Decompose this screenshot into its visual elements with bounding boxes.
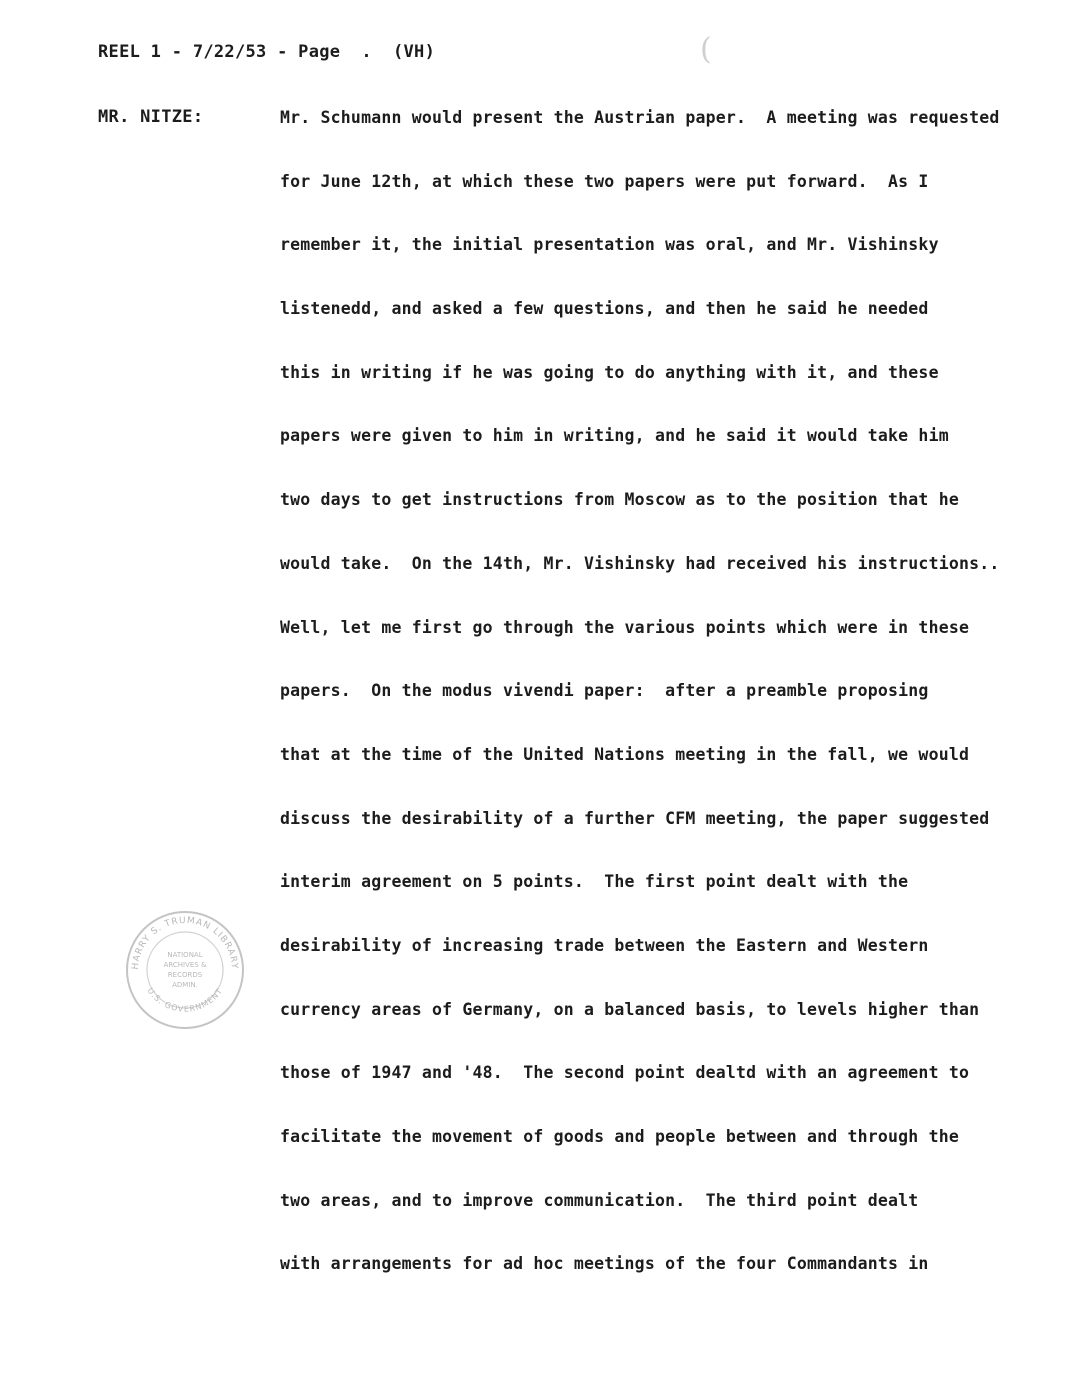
transcript-line: two areas, and to improve communication. The third point dealt [280,1190,919,1210]
transcript-line: discuss the desirability of a further CFM meeting, the paper suggested [280,808,990,828]
transcript-line: with arrangements for ad hoc meetings of the four Commandants in [280,1254,929,1274]
transcript-line: for June 12th, at which these two papers were put forward. As I [280,171,929,191]
transcript-line: desirability of increasing trade between the Eastern and Western [280,935,929,955]
seal-text-top: HARRY S. TRUMAN LIBRARY [130,915,240,970]
transcript-line: Mr. Schumann would present the Austrian paper. A meeting was requested [280,108,1000,127]
svg-text:U.S. GOVERNMENT [145,986,224,1014]
transcript-line: interim agreement on 5 points. The first point dealt with the [280,872,909,892]
library-seal-stamp [120,905,250,1035]
transcript-body [280,107,1060,1317]
speaker-label: MR. NITZE: [98,107,204,127]
seal-text-mid3: RECORDS [167,971,203,979]
transcript-line: this in writing if he was going to do anything with it, and these [280,362,939,382]
transcript-line: listenedd, and asked a few questions, and then he said he needed [280,299,929,319]
stray-mark: ( [700,32,712,67]
transcript-line: would take. On the 14th, Mr. Vishinsky had received his instructions.. [280,553,1000,573]
transcript-line: Well, let me first go through the various points which were in these [280,617,970,637]
seal-text-bottom: U.S. GOVERNMENT [145,986,225,1014]
transcript-line: currency areas of Germany, on a balanced basis, to levels higher than [280,999,980,1019]
seal-text-mid4: ADMIN. [172,981,198,989]
transcript-line: that at the time of the United Nations meeting in the fall, we would [280,744,970,764]
transcript-line: papers were given to him in writing, and he said it would take him [280,426,949,446]
transcript-line: facilitate the movement of goods and people between and through the [280,1127,959,1146]
seal-text-mid1: NATIONAL [167,951,203,959]
page-header: REEL 1 - 7/22/53 - Page . (VH) [98,42,436,62]
transcript-line: those of 1947 and '48. The second point dealtd with an agreement to [280,1063,970,1083]
transcript-line: two days to get instructions from Moscow as to the position that he [280,490,959,510]
transcript-line: papers. On the modus vivendi paper: after a preamble proposing [280,681,929,701]
transcript-line: remember it, the initial presentation was oral, and Mr. Vishinsky [280,235,939,255]
seal-text-mid2: ARCHIVES & [163,961,207,969]
